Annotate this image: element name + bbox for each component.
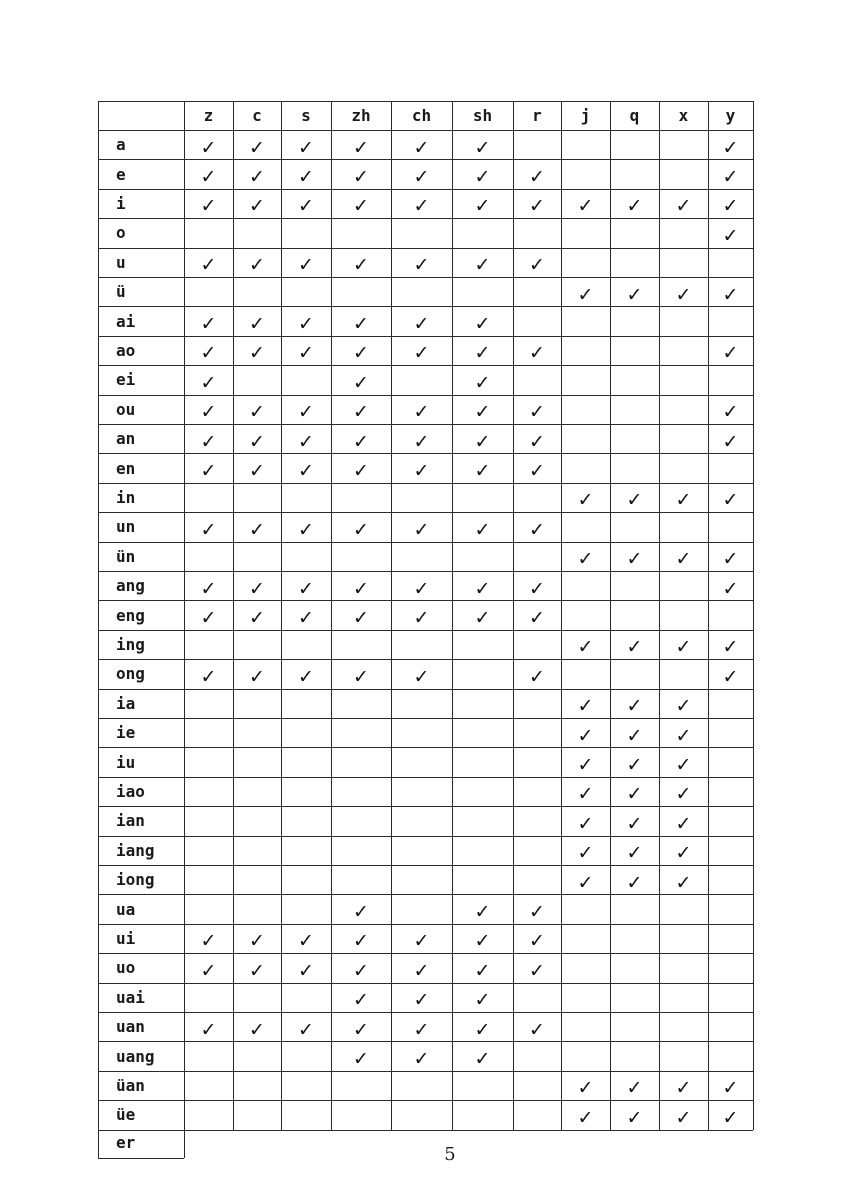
check-mark: ✓ (474, 401, 491, 424)
check-mark: ✓ (722, 401, 739, 424)
check-mark: ✓ (413, 195, 430, 218)
check-mark: ✓ (353, 959, 369, 982)
row-label: un (116, 517, 136, 537)
check-mark: ✓ (577, 754, 594, 777)
check-mark: ✓ (577, 724, 594, 747)
check-mark: ✓ (626, 489, 643, 512)
check-mark: ✓ (529, 959, 545, 982)
check-mark: ✓ (529, 430, 545, 453)
row-label: a (116, 135, 126, 155)
check-mark: ✓ (200, 342, 217, 365)
check-mark: ✓ (474, 460, 491, 483)
check-mark: ✓ (353, 607, 369, 630)
check-mark: ✓ (474, 166, 491, 189)
column-header-z: z (203, 106, 214, 125)
check-mark: ✓ (675, 195, 692, 218)
check-mark: ✓ (529, 254, 545, 277)
check-mark: ✓ (298, 577, 314, 600)
check-mark: ✓ (474, 518, 491, 541)
check-mark: ✓ (675, 724, 692, 747)
check-mark: ✓ (353, 371, 369, 394)
check-mark: ✓ (353, 430, 369, 453)
row-label: eng (116, 605, 145, 625)
row-label: i (116, 193, 126, 213)
check-mark: ✓ (200, 254, 217, 277)
check-mark: ✓ (722, 1106, 739, 1129)
row-label: in (116, 487, 136, 507)
check-mark: ✓ (413, 313, 430, 336)
check-mark: ✓ (413, 989, 430, 1012)
check-mark: ✓ (200, 577, 217, 600)
row-label: e (116, 164, 126, 184)
row-label: en (116, 458, 136, 478)
check-mark: ✓ (353, 136, 369, 159)
check-mark: ✓ (249, 136, 265, 159)
check-mark: ✓ (675, 1106, 692, 1129)
column-header-q: q (629, 106, 640, 125)
column-header-zh: zh (351, 106, 371, 125)
row-label: üe (116, 1105, 136, 1125)
check-mark: ✓ (529, 577, 545, 600)
row-label: ing (116, 634, 145, 654)
check-mark: ✓ (675, 548, 692, 571)
check-mark: ✓ (529, 1018, 545, 1041)
check-mark: ✓ (200, 136, 217, 159)
check-mark: ✓ (474, 136, 491, 159)
check-mark: ✓ (722, 1077, 739, 1100)
check-mark: ✓ (298, 930, 314, 953)
check-mark: ✓ (474, 430, 491, 453)
check-mark: ✓ (474, 371, 491, 394)
check-mark: ✓ (675, 636, 692, 659)
check-mark: ✓ (626, 724, 643, 747)
check-mark: ✓ (529, 901, 545, 924)
check-mark: ✓ (722, 166, 739, 189)
check-mark: ✓ (474, 989, 491, 1012)
column-header-j: j (580, 106, 591, 125)
row-divider (98, 1158, 184, 1159)
check-mark: ✓ (353, 577, 369, 600)
check-mark: ✓ (298, 166, 314, 189)
check-mark: ✓ (529, 518, 545, 541)
row-divider (98, 924, 753, 925)
check-mark: ✓ (529, 401, 545, 424)
check-mark: ✓ (529, 665, 545, 688)
check-mark: ✓ (353, 342, 369, 365)
check-mark: ✓ (298, 518, 314, 541)
check-mark: ✓ (413, 430, 430, 453)
check-mark: ✓ (577, 1106, 594, 1129)
check-mark: ✓ (200, 460, 217, 483)
row-label: ui (116, 928, 136, 948)
row-label: ü (116, 282, 126, 302)
check-mark: ✓ (413, 518, 430, 541)
check-mark: ✓ (200, 1018, 217, 1041)
check-mark: ✓ (722, 195, 739, 218)
check-mark: ✓ (626, 754, 643, 777)
check-mark: ✓ (722, 283, 739, 306)
check-mark: ✓ (249, 1018, 265, 1041)
row-label: u (116, 252, 126, 272)
check-mark: ✓ (675, 842, 692, 865)
column-header-sh: sh (472, 106, 493, 125)
check-mark: ✓ (413, 166, 430, 189)
check-mark: ✓ (722, 548, 739, 571)
check-mark: ✓ (200, 195, 217, 218)
column-header-y: y (725, 106, 736, 125)
check-mark: ✓ (249, 930, 265, 953)
check-mark: ✓ (626, 1106, 643, 1129)
check-mark: ✓ (722, 489, 739, 512)
check-mark: ✓ (577, 489, 594, 512)
row-label: ün (116, 546, 136, 566)
check-mark: ✓ (413, 1048, 430, 1071)
row-label: iu (116, 752, 136, 772)
check-mark: ✓ (626, 695, 643, 718)
check-mark: ✓ (298, 401, 314, 424)
column-header-c: c (252, 106, 262, 125)
check-mark: ✓ (249, 166, 265, 189)
check-mark: ✓ (474, 313, 491, 336)
check-mark: ✓ (200, 371, 217, 394)
check-mark: ✓ (626, 783, 643, 806)
check-mark: ✓ (413, 607, 430, 630)
check-mark: ✓ (353, 195, 369, 218)
check-mark: ✓ (577, 842, 594, 865)
check-mark: ✓ (200, 313, 217, 336)
check-mark: ✓ (200, 665, 217, 688)
check-mark: ✓ (675, 695, 692, 718)
check-mark: ✓ (353, 166, 369, 189)
column-divider (610, 101, 611, 1130)
check-mark: ✓ (249, 313, 265, 336)
check-mark: ✓ (413, 577, 430, 600)
row-label: er (116, 1133, 136, 1153)
check-mark: ✓ (200, 166, 217, 189)
check-mark: ✓ (626, 548, 643, 571)
check-mark: ✓ (298, 195, 314, 218)
check-mark: ✓ (529, 195, 545, 218)
check-mark: ✓ (675, 283, 692, 306)
check-mark: ✓ (626, 842, 643, 865)
check-mark: ✓ (200, 518, 217, 541)
check-mark: ✓ (200, 401, 217, 424)
check-mark: ✓ (249, 254, 265, 277)
check-mark: ✓ (249, 460, 265, 483)
column-header-s: s (301, 106, 311, 125)
check-mark: ✓ (298, 342, 314, 365)
check-mark: ✓ (353, 460, 369, 483)
column-divider (561, 101, 562, 1130)
check-mark: ✓ (298, 665, 314, 688)
check-mark: ✓ (249, 665, 265, 688)
check-mark: ✓ (626, 812, 643, 835)
row-label: uan (116, 1017, 145, 1037)
row-divider (98, 248, 753, 249)
check-mark: ✓ (413, 254, 430, 277)
row-label: ei (116, 370, 136, 390)
check-mark: ✓ (413, 1018, 430, 1041)
check-mark: ✓ (413, 959, 430, 982)
check-mark: ✓ (474, 577, 491, 600)
check-mark: ✓ (474, 901, 491, 924)
check-mark: ✓ (200, 930, 217, 953)
row-label: uang (116, 1046, 155, 1066)
check-mark: ✓ (249, 607, 265, 630)
check-mark: ✓ (626, 195, 643, 218)
row-label: üan (116, 1075, 145, 1095)
row-label: ong (116, 664, 145, 684)
check-mark: ✓ (474, 254, 491, 277)
check-mark: ✓ (249, 401, 265, 424)
column-header-x: x (678, 106, 689, 125)
check-mark: ✓ (249, 577, 265, 600)
check-mark: ✓ (529, 930, 545, 953)
check-mark: ✓ (626, 1077, 643, 1100)
check-mark: ✓ (626, 636, 643, 659)
row-label: ai (116, 311, 136, 331)
check-mark: ✓ (474, 959, 491, 982)
check-mark: ✓ (474, 342, 491, 365)
check-mark: ✓ (675, 871, 692, 894)
check-mark: ✓ (298, 313, 314, 336)
row-divider (98, 130, 753, 131)
check-mark: ✓ (249, 430, 265, 453)
check-mark: ✓ (722, 577, 739, 600)
check-mark: ✓ (722, 665, 739, 688)
column-header-r: r (532, 106, 542, 125)
check-mark: ✓ (577, 695, 594, 718)
check-mark: ✓ (722, 636, 739, 659)
check-mark: ✓ (249, 342, 265, 365)
row-label: uo (116, 958, 136, 978)
check-mark: ✓ (353, 901, 369, 924)
check-mark: ✓ (298, 136, 314, 159)
check-mark: ✓ (353, 313, 369, 336)
row-label: ang (116, 576, 145, 596)
check-mark: ✓ (722, 342, 739, 365)
check-mark: ✓ (529, 342, 545, 365)
check-mark: ✓ (577, 283, 594, 306)
check-mark: ✓ (298, 254, 314, 277)
row-label: iao (116, 781, 145, 801)
row-label: an (116, 429, 136, 449)
check-mark: ✓ (722, 430, 739, 453)
check-mark: ✓ (722, 224, 739, 247)
check-mark: ✓ (353, 665, 369, 688)
check-mark: ✓ (722, 136, 739, 159)
check-mark: ✓ (249, 518, 265, 541)
row-label: o (116, 223, 126, 243)
check-mark: ✓ (474, 1018, 491, 1041)
row-label: ao (116, 340, 136, 360)
check-mark: ✓ (298, 607, 314, 630)
check-mark: ✓ (474, 930, 491, 953)
check-mark: ✓ (249, 959, 265, 982)
check-mark: ✓ (626, 871, 643, 894)
check-mark: ✓ (413, 342, 430, 365)
check-mark: ✓ (577, 812, 594, 835)
check-mark: ✓ (675, 489, 692, 512)
check-mark: ✓ (200, 607, 217, 630)
column-divider (753, 101, 754, 1130)
check-mark: ✓ (353, 401, 369, 424)
check-mark: ✓ (353, 1018, 369, 1041)
check-mark: ✓ (298, 959, 314, 982)
check-mark: ✓ (413, 401, 430, 424)
check-mark: ✓ (577, 1077, 594, 1100)
check-mark: ✓ (577, 195, 594, 218)
column-divider (708, 101, 709, 1130)
row-label: ia (116, 693, 136, 713)
check-mark: ✓ (413, 665, 430, 688)
row-label: ou (116, 399, 136, 419)
row-label: iong (116, 870, 155, 890)
check-mark: ✓ (577, 783, 594, 806)
check-mark: ✓ (577, 636, 594, 659)
check-mark: ✓ (675, 754, 692, 777)
check-mark: ✓ (675, 812, 692, 835)
check-mark: ✓ (298, 1018, 314, 1041)
check-mark: ✓ (353, 989, 369, 1012)
column-header-ch: ch (411, 106, 432, 125)
check-mark: ✓ (353, 254, 369, 277)
check-mark: ✓ (474, 607, 491, 630)
check-mark: ✓ (298, 430, 314, 453)
check-mark: ✓ (353, 1048, 369, 1071)
check-mark: ✓ (529, 166, 545, 189)
check-mark: ✓ (249, 195, 265, 218)
check-mark: ✓ (474, 1048, 491, 1071)
row-label: ian (116, 811, 145, 831)
check-mark: ✓ (298, 460, 314, 483)
check-mark: ✓ (413, 930, 430, 953)
check-mark: ✓ (353, 518, 369, 541)
check-mark: ✓ (577, 548, 594, 571)
row-label: iang (116, 840, 155, 860)
check-mark: ✓ (413, 136, 430, 159)
check-mark: ✓ (529, 607, 545, 630)
row-label: ie (116, 723, 136, 743)
check-mark: ✓ (529, 460, 545, 483)
check-mark: ✓ (353, 930, 369, 953)
check-mark: ✓ (675, 1077, 692, 1100)
column-divider (659, 101, 660, 1130)
row-label: ua (116, 899, 136, 919)
check-mark: ✓ (474, 195, 491, 218)
check-mark: ✓ (675, 783, 692, 806)
check-mark: ✓ (200, 959, 217, 982)
check-mark: ✓ (413, 460, 430, 483)
check-mark: ✓ (577, 871, 594, 894)
check-mark: ✓ (200, 430, 217, 453)
row-label: uai (116, 987, 145, 1007)
page-number: 5 (444, 1143, 456, 1165)
check-mark: ✓ (626, 283, 643, 306)
